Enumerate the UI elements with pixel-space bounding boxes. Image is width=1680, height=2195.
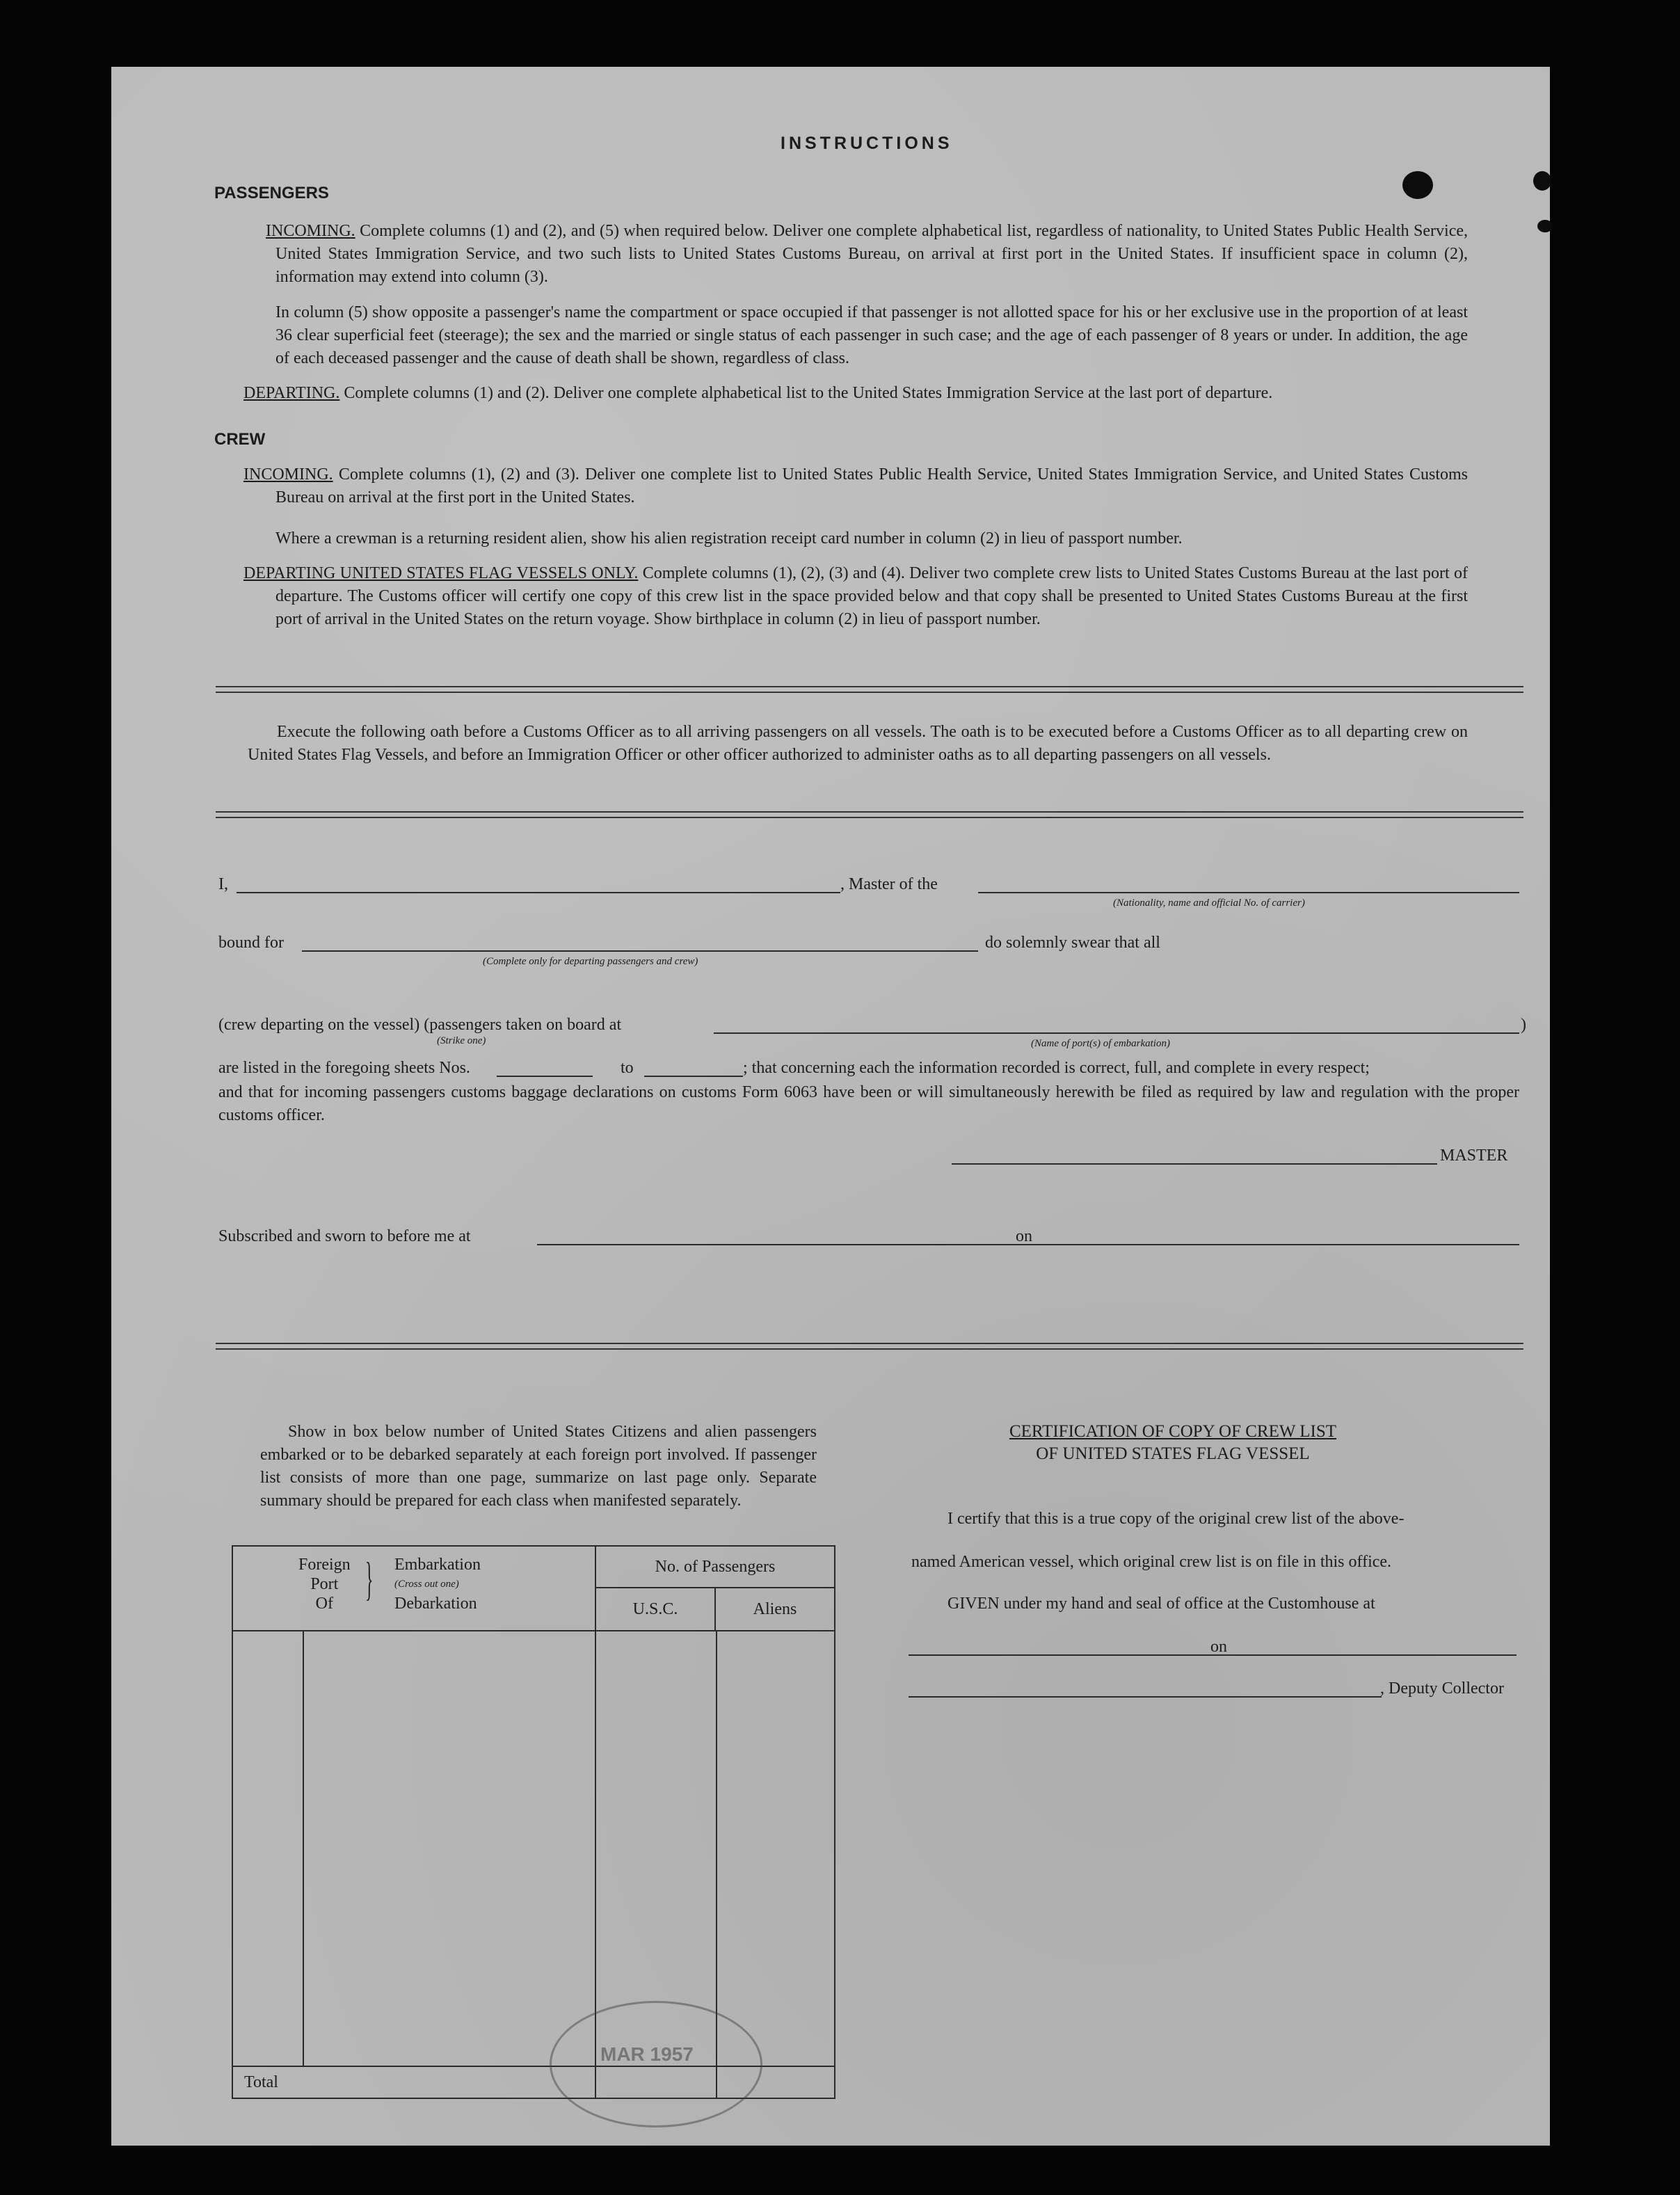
table-inner-divider xyxy=(303,1631,304,2066)
passengers-column5-paragraph: In column (5) show opposite a passenger's name the compartment or space occupied if that passenger is not allotted space for his or her exclusive use in the proportion of at least 36 clear superficial feet (steerage); the sex and the married or single status of each passenger in such case; and the age of each passenger of 8 years or under. In addition, the age of each deceased passenger and the cause of death shall be shown, regardless of class. xyxy=(275,303,1468,367)
crew-departing-paragraph xyxy=(243,562,1468,631)
divider-rule xyxy=(216,686,1523,687)
ink-blot xyxy=(1402,171,1433,199)
given-label: GIVEN under my hand and seal of office at the Customhouse at xyxy=(947,1595,1375,1613)
divider-rule xyxy=(216,1348,1523,1350)
passengers-incoming-paragraph xyxy=(243,220,1468,289)
oath-i-label: I, xyxy=(218,875,228,893)
certification-date-field[interactable] xyxy=(1238,1654,1517,1656)
aliens-label: Aliens xyxy=(753,1600,797,1618)
crew-incoming-label: INCOMING. xyxy=(243,465,333,484)
ink-blot xyxy=(1537,220,1553,232)
crew-heading: CREW xyxy=(214,430,266,449)
no-passengers-label: No. of Passengers xyxy=(596,1547,834,1588)
master-name-field[interactable] xyxy=(237,892,840,893)
certification-title xyxy=(922,1421,1423,1465)
cross-out-caption: (Cross out one) xyxy=(394,1579,459,1590)
deputy-collector-label: , Deputy Collector xyxy=(1380,1679,1504,1698)
embarkation-ports-field[interactable] xyxy=(714,1032,1519,1034)
sheets-to-field[interactable] xyxy=(644,1076,743,1077)
page-title: INSTRUCTIONS xyxy=(781,134,953,153)
sheets-from-field[interactable] xyxy=(497,1076,593,1077)
oath-intro-paragraph: Execute the following oath before a Customs Officer as to all arriving passengers on all vessels. The oath is to be executed before a Customs Officer as to all departing crew on United States Flag Vessels, and before an Immigration Officer or other officer authorized to administer oaths as to all departing passengers on all vessels. xyxy=(248,723,1468,764)
passengers-incoming-text: Complete columns (1) and (2), and (5) when required below. Deliver one complete alphabetical list, regardless of nationality, to United States Public Health Service, United States Immigration Service, and two such lists to United States Customs Bureau, on arrival at first port in the United States. If insufficient space in column (2), information may extend into column (3). xyxy=(275,222,1469,286)
divider-rule xyxy=(216,817,1523,818)
deputy-collector-field[interactable] xyxy=(909,1696,1382,1698)
certify-line1: I certify that this is a true copy of the original crew list of the above- xyxy=(947,1510,1405,1528)
master-signature-field[interactable] xyxy=(952,1163,1437,1165)
crew-incoming-paragraph xyxy=(243,463,1468,509)
subscribed-label: Subscribed and sworn to before me at xyxy=(218,1227,471,1245)
debarkation-label: Debarkation xyxy=(394,1595,477,1613)
total-label: Total xyxy=(232,2066,595,2098)
oath-are-listed-label: are listed in the foregoing sheets Nos. xyxy=(218,1059,470,1077)
oath-concerning-text: ; that concerning each the information recorded is correct, full, and complete in every respect; xyxy=(743,1059,1370,1077)
stamp-date: MAR 1957 xyxy=(600,2043,694,2065)
carrier-caption: (Nationality, name and official No. of carrier) xyxy=(1113,897,1305,909)
passengers-departing-text: Complete columns (1) and (2). Deliver one complete alphabetical list to the United States Immigration Service at the last port of departure. xyxy=(344,384,1273,402)
of-label: Of xyxy=(315,1595,333,1613)
bound-for-field[interactable] xyxy=(302,950,978,952)
passengers-heading: PASSENGERS xyxy=(214,184,329,202)
strike-one-caption: (Strike one) xyxy=(437,1035,486,1046)
ink-blot xyxy=(1533,171,1551,191)
subscribed-on-label: on xyxy=(1016,1227,1032,1245)
sworn-date-field[interactable] xyxy=(1046,1244,1519,1245)
aliens-entry-cell[interactable] xyxy=(717,1631,835,2066)
carrier-field[interactable] xyxy=(978,892,1519,893)
crew-departing-label: DEPARTING UNITED STATES FLAG VESSELS ONLY. xyxy=(243,564,639,582)
passengers-count-header xyxy=(595,1546,835,1631)
certification-on-label: on xyxy=(1210,1638,1227,1656)
oath-swear-label: do solemnly swear that all xyxy=(985,934,1160,952)
embarkation-label: Embarkation xyxy=(394,1556,481,1574)
document-page xyxy=(111,67,1550,2146)
oath-to-label: to xyxy=(621,1059,634,1077)
crew-resident-paragraph: Where a crewman is a returning resident alien, show his alien registration receipt card number in column (2) in lieu of passport number. xyxy=(275,529,1183,548)
certify-line2: named American vessel, which original crew list is on file in this office. xyxy=(911,1553,1392,1571)
bound-for-caption: (Complete only for departing passengers and crew) xyxy=(483,956,698,967)
port-label: Port xyxy=(310,1575,339,1593)
table-row xyxy=(232,1631,835,2066)
seal-stamp xyxy=(550,2001,762,2128)
ports-caption: (Name of port(s) of embarkation) xyxy=(1031,1038,1170,1049)
certification-title-line1: CERTIFICATION OF COPY OF CREW LIST xyxy=(1009,1422,1337,1441)
port-entry-cell[interactable] xyxy=(232,1631,595,2066)
divider-rule xyxy=(216,1343,1523,1344)
port-header-cell xyxy=(232,1546,595,1631)
passengers-incoming-label: INCOMING. xyxy=(266,222,355,240)
oath-close-paren: ) xyxy=(1521,1016,1526,1034)
passengers-departing-label: DEPARTING. xyxy=(243,384,340,402)
summary-instructions: Show in box below number of United States Citizens and alien passengers embarked or to be debarked separately at each foreign port involved. If passenger list consists of more than one page, summarize on last page only. Separate summary should be prepared for each class when manifested separately. xyxy=(260,1423,817,1510)
crew-incoming-text: Complete columns (1), (2) and (3). Deliver one complete list to United States Public Health Service, United States Immigration Service, and United States Customs Bureau on arrival at the first port in the United States. xyxy=(275,465,1468,506)
crew-departing-text: Complete columns (1), (2), (3) and (4). Deliver two complete crew lists to United States Customs Bureau at the last port of departure. The Customs officer will certify one copy of this crew list in the space provided below and that copy shall be presented to United States Customs Bureau at the first port of arrival in the United States on the return voyage. Show birthplace in column (2) in lieu of passport number. xyxy=(275,564,1468,628)
passengers-departing-paragraph xyxy=(243,382,1468,405)
divider-rule xyxy=(216,811,1523,813)
brace-icon: } xyxy=(365,1552,374,1605)
passenger-summary-table xyxy=(232,1545,835,2099)
certification-title-line2: OF UNITED STATES FLAG VESSEL xyxy=(1036,1444,1310,1463)
usc-label: U.S.C. xyxy=(596,1588,716,1630)
oath-crew-departing-label: (crew departing on the vessel) (passengers taken on board at xyxy=(218,1016,622,1034)
oath-customs-text: and that for incoming passengers customs baggage declarations on customs Form 6063 have been or will simultaneously herewith be filed as required by law and regulation with the proper customs officer. xyxy=(218,1083,1519,1124)
master-label: MASTER xyxy=(1440,1147,1508,1165)
oath-bound-for-label: bound for xyxy=(218,934,284,952)
oath-master-of-label: , Master of the xyxy=(840,875,938,893)
foreign-label: Foreign xyxy=(298,1556,351,1574)
divider-rule xyxy=(216,692,1523,693)
